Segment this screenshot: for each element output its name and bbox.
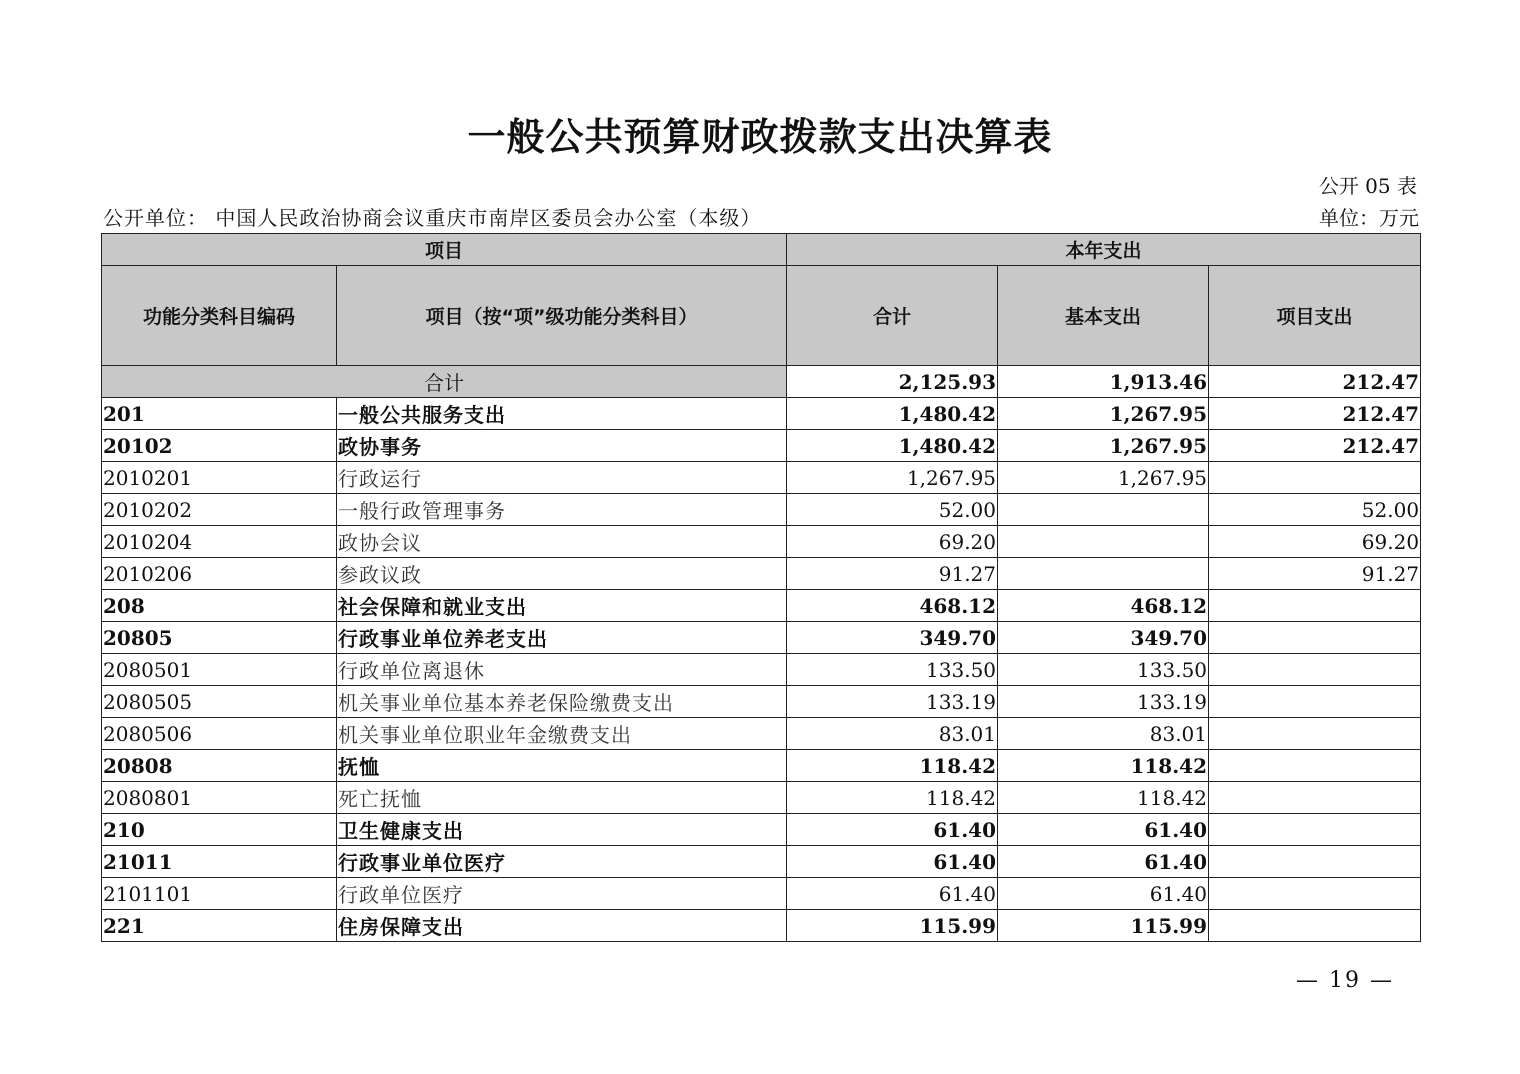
row-name: 参政议政 — [337, 558, 787, 590]
row-name: 机关事业单位基本养老保险缴费支出 — [337, 686, 787, 718]
budget-table — [101, 233, 1421, 942]
row-name: 行政单位离退休 — [337, 654, 787, 686]
row-name: 社会保障和就业支出 — [337, 590, 787, 622]
total-label: 合计 — [102, 366, 787, 398]
row-basic: 61.40 — [998, 878, 1209, 910]
col-header-code: 功能分类科目编码 — [102, 266, 337, 366]
row-project — [1209, 622, 1421, 654]
row-total: 118.42 — [787, 750, 998, 782]
row-code: 2101101 — [102, 878, 337, 910]
row-basic — [998, 526, 1209, 558]
row-basic: 118.42 — [998, 750, 1209, 782]
row-name: 政协会议 — [337, 526, 787, 558]
row-total: 69.20 — [787, 526, 998, 558]
row-code: 2010202 — [102, 494, 337, 526]
row-total: 115.99 — [787, 910, 998, 942]
table-row — [102, 814, 1421, 846]
row-project — [1209, 782, 1421, 814]
header-row-top — [102, 234, 1421, 266]
table-row — [102, 494, 1421, 526]
currency-unit: 单位：万元 — [1319, 206, 1419, 230]
row-total: 61.40 — [787, 878, 998, 910]
row-basic: 61.40 — [998, 846, 1209, 878]
table-row — [102, 590, 1421, 622]
row-project — [1209, 814, 1421, 846]
row-name: 住房保障支出 — [337, 910, 787, 942]
row-project — [1209, 846, 1421, 878]
row-name: 死亡抚恤 — [337, 782, 787, 814]
row-project: 212.47 — [1209, 430, 1421, 462]
table-row — [102, 750, 1421, 782]
col-header-project: 项目支出 — [1209, 266, 1421, 366]
row-basic: 133.19 — [998, 686, 1209, 718]
row-code: 2010204 — [102, 526, 337, 558]
row-name: 政协事务 — [337, 430, 787, 462]
row-basic — [998, 494, 1209, 526]
total-sum: 2,125.93 — [787, 366, 998, 398]
header-project: 项目 — [102, 234, 787, 266]
row-name: 一般公共服务支出 — [337, 398, 787, 430]
row-project — [1209, 750, 1421, 782]
row-project — [1209, 686, 1421, 718]
row-project — [1209, 910, 1421, 942]
table-row — [102, 622, 1421, 654]
row-basic: 1,267.95 — [998, 462, 1209, 494]
row-total: 61.40 — [787, 846, 998, 878]
row-basic: 468.12 — [998, 590, 1209, 622]
row-code: 2080505 — [102, 686, 337, 718]
row-code: 210 — [102, 814, 337, 846]
row-name: 抚恤 — [337, 750, 787, 782]
table-row — [102, 558, 1421, 590]
row-total: 1,480.42 — [787, 430, 998, 462]
row-project: 212.47 — [1209, 398, 1421, 430]
row-total: 1,480.42 — [787, 398, 998, 430]
row-basic: 118.42 — [998, 782, 1209, 814]
row-total: 133.50 — [787, 654, 998, 686]
header-row-columns — [102, 266, 1421, 366]
table-row — [102, 910, 1421, 942]
row-code: 2080801 — [102, 782, 337, 814]
row-basic: 83.01 — [998, 718, 1209, 750]
col-header-basic: 基本支出 — [998, 266, 1209, 366]
row-name: 卫生健康支出 — [337, 814, 787, 846]
row-code: 221 — [102, 910, 337, 942]
row-basic: 349.70 — [998, 622, 1209, 654]
row-total: 83.01 — [787, 718, 998, 750]
row-project: 52.00 — [1209, 494, 1421, 526]
row-total: 52.00 — [787, 494, 998, 526]
table-row — [102, 398, 1421, 430]
row-code: 20805 — [102, 622, 337, 654]
row-code: 2010201 — [102, 462, 337, 494]
row-total: 91.27 — [787, 558, 998, 590]
col-header-total: 合计 — [787, 266, 998, 366]
page-title: 一般公共预算财政拨款支出决算表 — [467, 115, 1053, 159]
row-total: 118.42 — [787, 782, 998, 814]
row-name: 行政事业单位医疗 — [337, 846, 787, 878]
row-basic: 1,267.95 — [998, 430, 1209, 462]
row-name: 行政事业单位养老支出 — [337, 622, 787, 654]
form-number: 公开 05 表 — [1318, 174, 1417, 198]
row-project — [1209, 590, 1421, 622]
row-project: 69.20 — [1209, 526, 1421, 558]
table-row — [102, 430, 1421, 462]
table-row — [102, 878, 1421, 910]
row-name: 一般行政管理事务 — [337, 494, 787, 526]
row-project — [1209, 718, 1421, 750]
row-name: 行政单位医疗 — [337, 878, 787, 910]
row-code: 2080501 — [102, 654, 337, 686]
row-name: 机关事业单位职业年金缴费支出 — [337, 718, 787, 750]
total-basic: 1,913.46 — [998, 366, 1209, 398]
row-basic: 61.40 — [998, 814, 1209, 846]
total-row — [102, 366, 1421, 398]
table-row — [102, 846, 1421, 878]
total-project: 212.47 — [1209, 366, 1421, 398]
row-project — [1209, 654, 1421, 686]
col-header-name: 项目（按“项”级功能分类科目） — [337, 266, 787, 366]
publishing-org: 公开单位： 中国人民政治协商会议重庆市南岸区委员会办公室（本级） — [103, 206, 762, 230]
row-total: 1,267.95 — [787, 462, 998, 494]
row-basic: 1,267.95 — [998, 398, 1209, 430]
row-name: 行政运行 — [337, 462, 787, 494]
row-total: 468.12 — [787, 590, 998, 622]
row-basic: 133.50 — [998, 654, 1209, 686]
row-code: 2010206 — [102, 558, 337, 590]
row-code: 201 — [102, 398, 337, 430]
table-row — [102, 654, 1421, 686]
row-total: 133.19 — [787, 686, 998, 718]
row-project — [1209, 878, 1421, 910]
row-total: 349.70 — [787, 622, 998, 654]
page-number: — 19 — — [1296, 968, 1394, 993]
table-row — [102, 686, 1421, 718]
row-code: 20102 — [102, 430, 337, 462]
row-code: 2080506 — [102, 718, 337, 750]
table-row — [102, 462, 1421, 494]
row-code: 21011 — [102, 846, 337, 878]
row-code: 208 — [102, 590, 337, 622]
row-total: 61.40 — [787, 814, 998, 846]
table-row — [102, 718, 1421, 750]
row-project: 91.27 — [1209, 558, 1421, 590]
row-code: 20808 — [102, 750, 337, 782]
table-row — [102, 526, 1421, 558]
row-basic — [998, 558, 1209, 590]
header-year-expenditure: 本年支出 — [787, 234, 1421, 266]
row-project — [1209, 462, 1421, 494]
table-row — [102, 782, 1421, 814]
row-basic: 115.99 — [998, 910, 1209, 942]
